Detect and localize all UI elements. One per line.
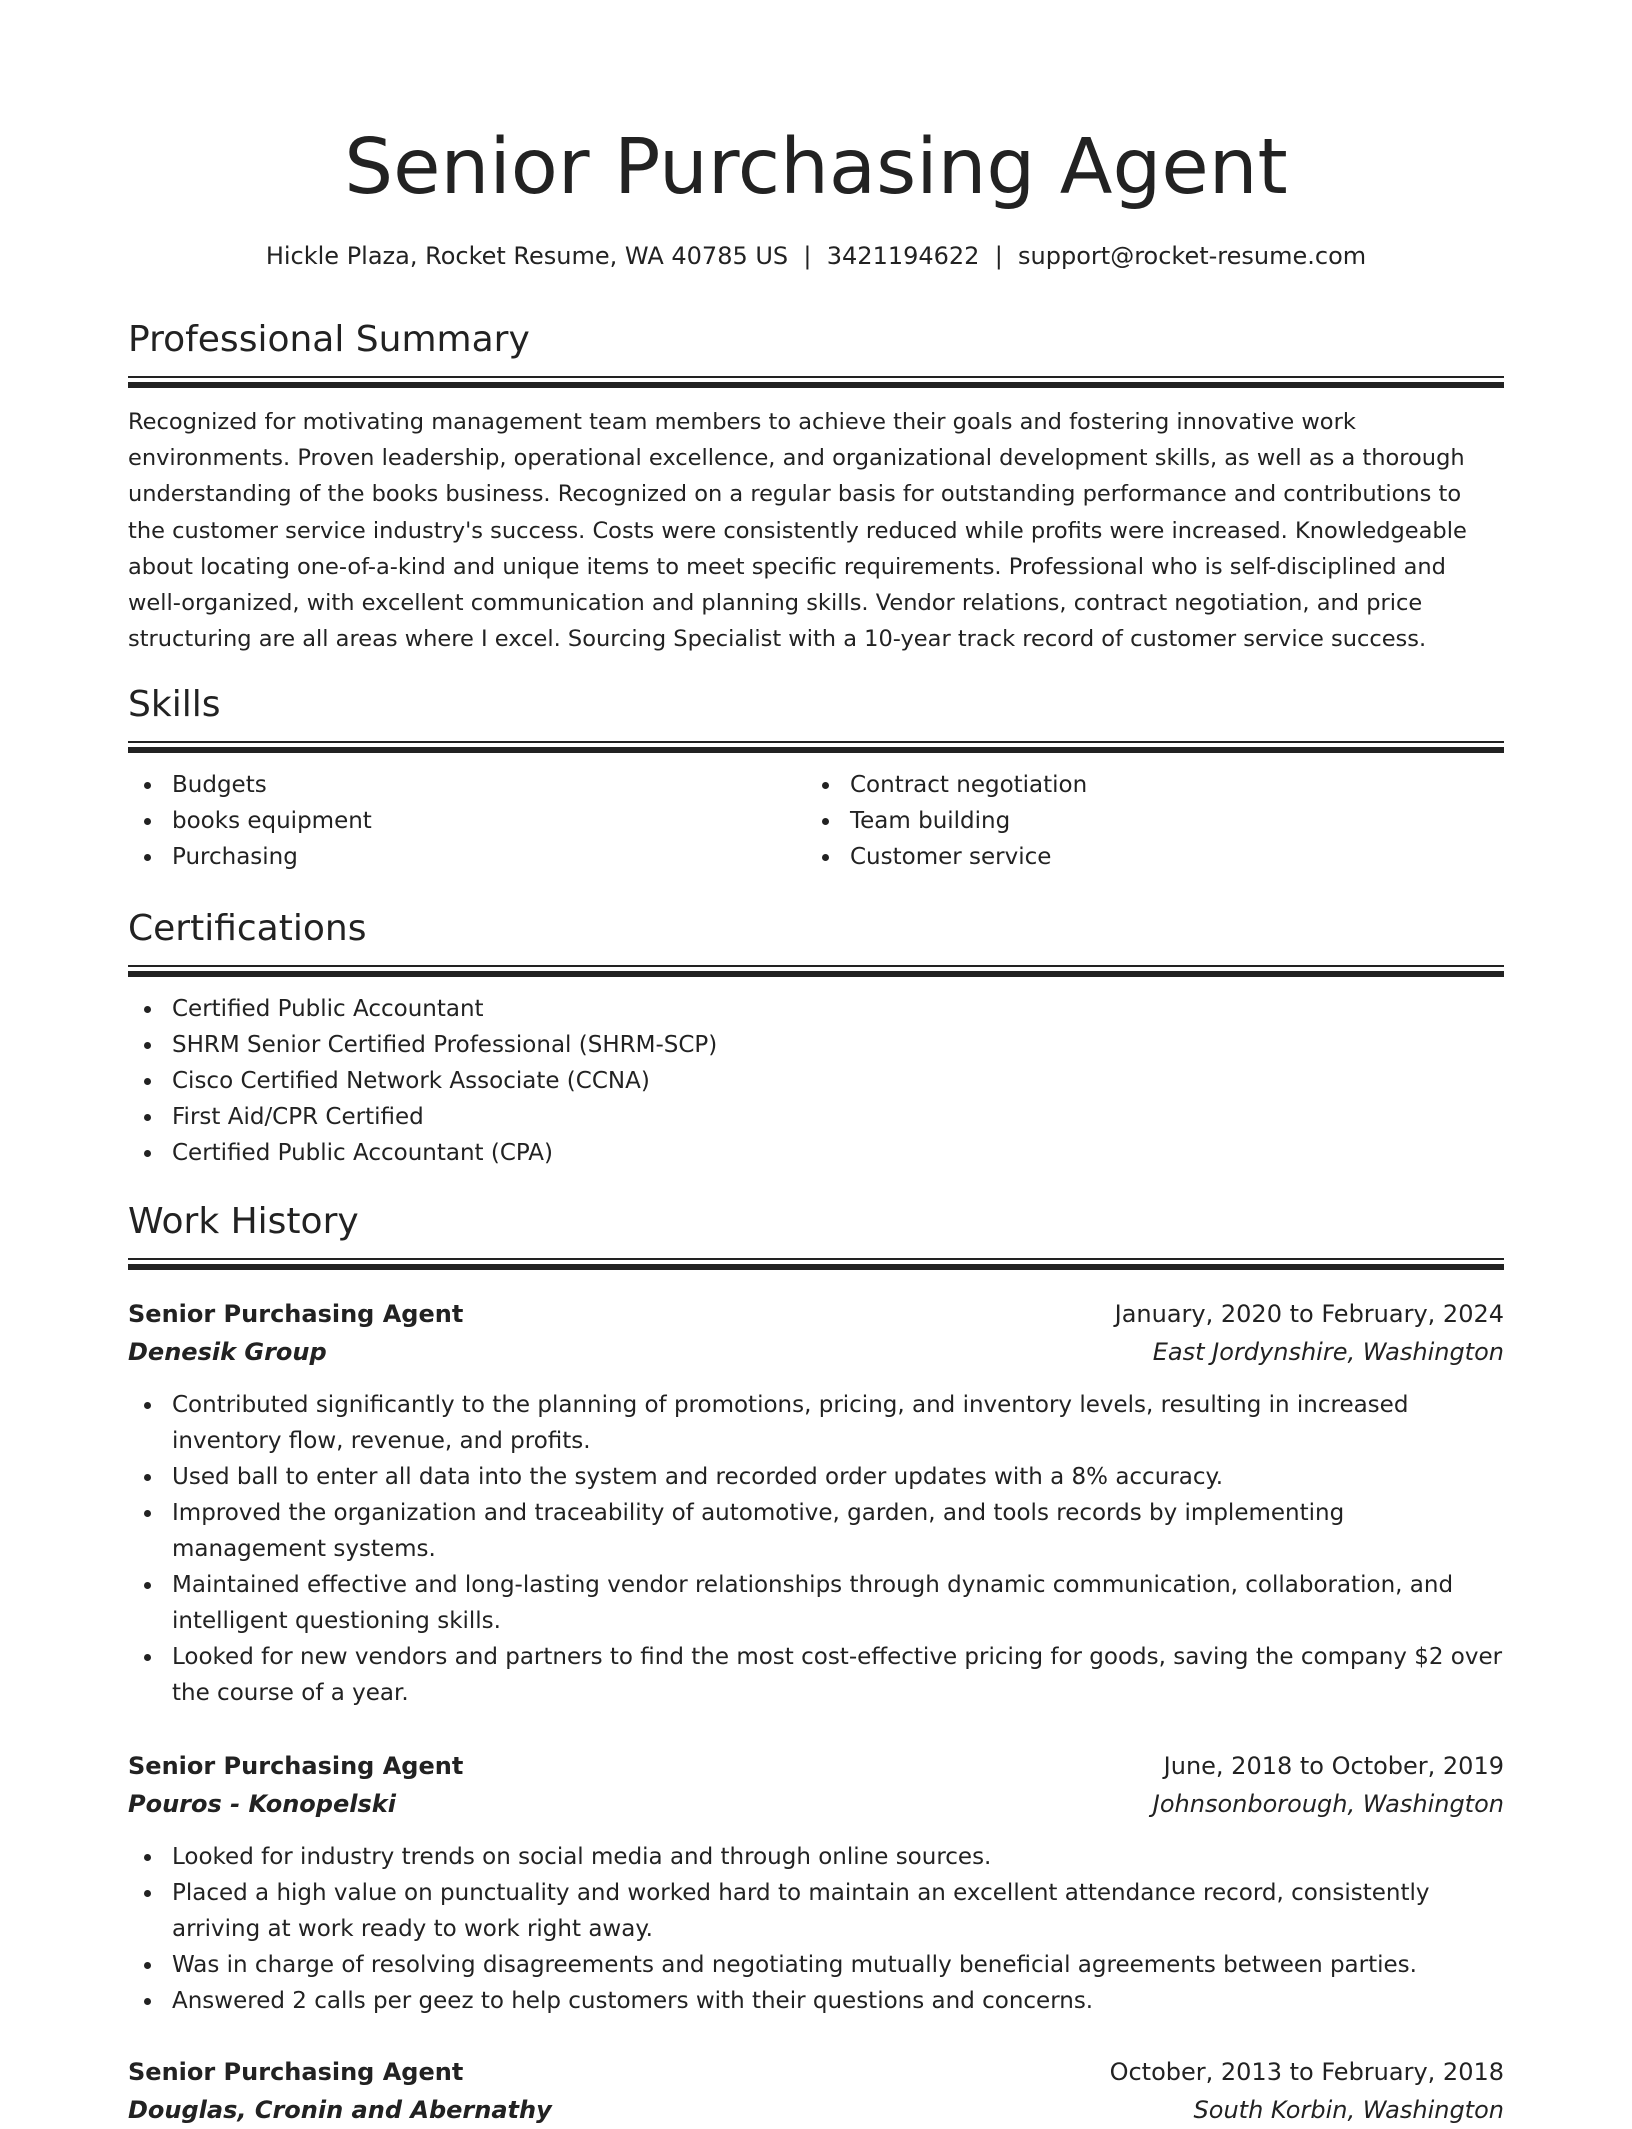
certification-item: Cisco Certified Network Associate (CCNA) bbox=[128, 1063, 1504, 1099]
job-title: Senior Purchasing Agent bbox=[128, 1752, 464, 1780]
job-company-row bbox=[128, 1333, 1504, 1371]
section-divider-thick bbox=[128, 382, 1504, 388]
section-divider-thin bbox=[128, 741, 1504, 743]
job-bullet: Contributed significantly to the planning of promotions, pricing, and inventory levels, resulting in increased inventory flow, revenue, and profits. bbox=[128, 1387, 1504, 1459]
work-history-section bbox=[128, 1198, 1504, 1270]
job-bullet: Answered 2 calls per geez to help customers with their questions and concerns. bbox=[128, 1983, 1504, 2019]
skill-item: Contract negotiation bbox=[806, 767, 1484, 803]
job-company-row bbox=[128, 2091, 1504, 2129]
skill-item: Purchasing bbox=[128, 839, 806, 875]
skills-section bbox=[128, 681, 1504, 875]
job-bullet: Used ball to enter all data into the system and recorded order updates with a 8% accuracy. bbox=[128, 1459, 1504, 1495]
certifications-section bbox=[128, 905, 1504, 1171]
job-company: Pouros - Konopelski bbox=[128, 1790, 396, 1818]
job-title: Senior Purchasing Agent bbox=[128, 2058, 464, 2086]
job-bullet: Was in charge of resolving disagreements and negotiating mutually beneficial agreements between parties. bbox=[128, 1947, 1504, 1983]
section-heading-skills: Skills bbox=[128, 684, 221, 725]
job-entry bbox=[128, 1747, 1504, 2019]
job-company: Denesik Group bbox=[128, 1338, 327, 1366]
skills-columns bbox=[128, 767, 1504, 875]
job-dates: January, 2020 to February, 2024 bbox=[1114, 1300, 1504, 1328]
job-location: East Jordynshire, Washington bbox=[1152, 1338, 1504, 1366]
job-bullet: Maintained effective and long-lasting vendor relationships through dynamic communication, collaboration, and intelligent questioning skills. bbox=[128, 1567, 1504, 1639]
skill-item: Budgets bbox=[128, 767, 806, 803]
section-divider-thick bbox=[128, 1264, 1504, 1270]
certification-item: Certified Public Accountant (CPA) bbox=[128, 1135, 1504, 1171]
job-title: Senior Purchasing Agent bbox=[128, 1300, 464, 1328]
job-bullet: Looked for industry trends on social media and through online sources. bbox=[128, 1839, 1504, 1875]
job-location: South Korbin, Washington bbox=[1193, 2096, 1504, 2124]
certifications-list bbox=[128, 991, 1504, 1171]
job-bullet: Looked for new vendors and partners to find the most cost-effective pricing for goods, saving the company $2 over the course of a year. bbox=[128, 1639, 1504, 1711]
job-dates: June, 2018 to October, 2019 bbox=[1163, 1752, 1504, 1780]
job-header-row bbox=[128, 1295, 1504, 1333]
contact-line: Hickle Plaza, Rocket Resume, WA 40785 US | 3421194622 | support@rocket-resume.com bbox=[265, 242, 1367, 270]
section-heading-certifications: Certifications bbox=[128, 908, 367, 949]
job-header-row bbox=[128, 2053, 1504, 2091]
section-divider-thin bbox=[128, 1258, 1504, 1260]
job-entry bbox=[128, 1295, 1504, 1711]
job-dates: October, 2013 to February, 2018 bbox=[1109, 2058, 1504, 2086]
skill-item: Team building bbox=[806, 803, 1484, 839]
section-heading-summary: Professional Summary bbox=[128, 319, 530, 360]
skills-list-right bbox=[806, 767, 1484, 875]
professional-summary-section bbox=[128, 316, 1504, 657]
certification-item: First Aid/CPR Certified bbox=[128, 1099, 1504, 1135]
certification-item: SHRM Senior Certified Professional (SHRM-SCP) bbox=[128, 1027, 1504, 1063]
section-divider-thin bbox=[128, 965, 1504, 967]
job-header-row bbox=[128, 1747, 1504, 1785]
certification-item: Certified Public Accountant bbox=[128, 991, 1504, 1027]
job-location: Johnsonborough, Washington bbox=[1152, 1790, 1504, 1818]
job-bullet-list bbox=[128, 1839, 1504, 2019]
job-company-row bbox=[128, 1785, 1504, 1823]
skill-item: books equipment bbox=[128, 803, 806, 839]
skill-item: Customer service bbox=[806, 839, 1484, 875]
job-bullet-list bbox=[128, 1387, 1504, 1711]
section-divider-thick bbox=[128, 971, 1504, 977]
job-bullet: Placed a high value on punctuality and worked hard to maintain an excellent attendance record, consistently arriving at work ready to work right away. bbox=[128, 1875, 1504, 1947]
section-heading-work-history: Work History bbox=[128, 1201, 359, 1242]
skills-list-left bbox=[128, 767, 806, 875]
job-company: Douglas, Cronin and Abernathy bbox=[128, 2096, 552, 2124]
job-bullet: Improved the organization and traceability of automotive, garden, and tools records by implementing management systems. bbox=[128, 1495, 1504, 1567]
summary-text: Recognized for motivating management team members to achieve their goals and fostering innovative work environments. Proven leadership, operational excellence, and organizational development skills, as well as a thorough understanding of the books business. Recognized on a regular basis for outstanding performance and contributions to the customer service industry's success. Costs were consistently reduced while profits were increased. Knowledgeable about locating one-of-a-kind and unique items to meet specific requirements. Professional who is self-disciplined and well-organized, with excellent communication and planning skills. Vendor relations, contract negotiation, and price structuring are all areas where I excel. Sourcing Specialist with a 10-year track record of customer service success. bbox=[128, 409, 1467, 653]
section-divider-thick bbox=[128, 747, 1504, 753]
section-divider-thin bbox=[128, 376, 1504, 378]
resume-title: Senior Purchasing Agent bbox=[344, 123, 1288, 212]
job-entry bbox=[128, 2053, 1504, 2129]
